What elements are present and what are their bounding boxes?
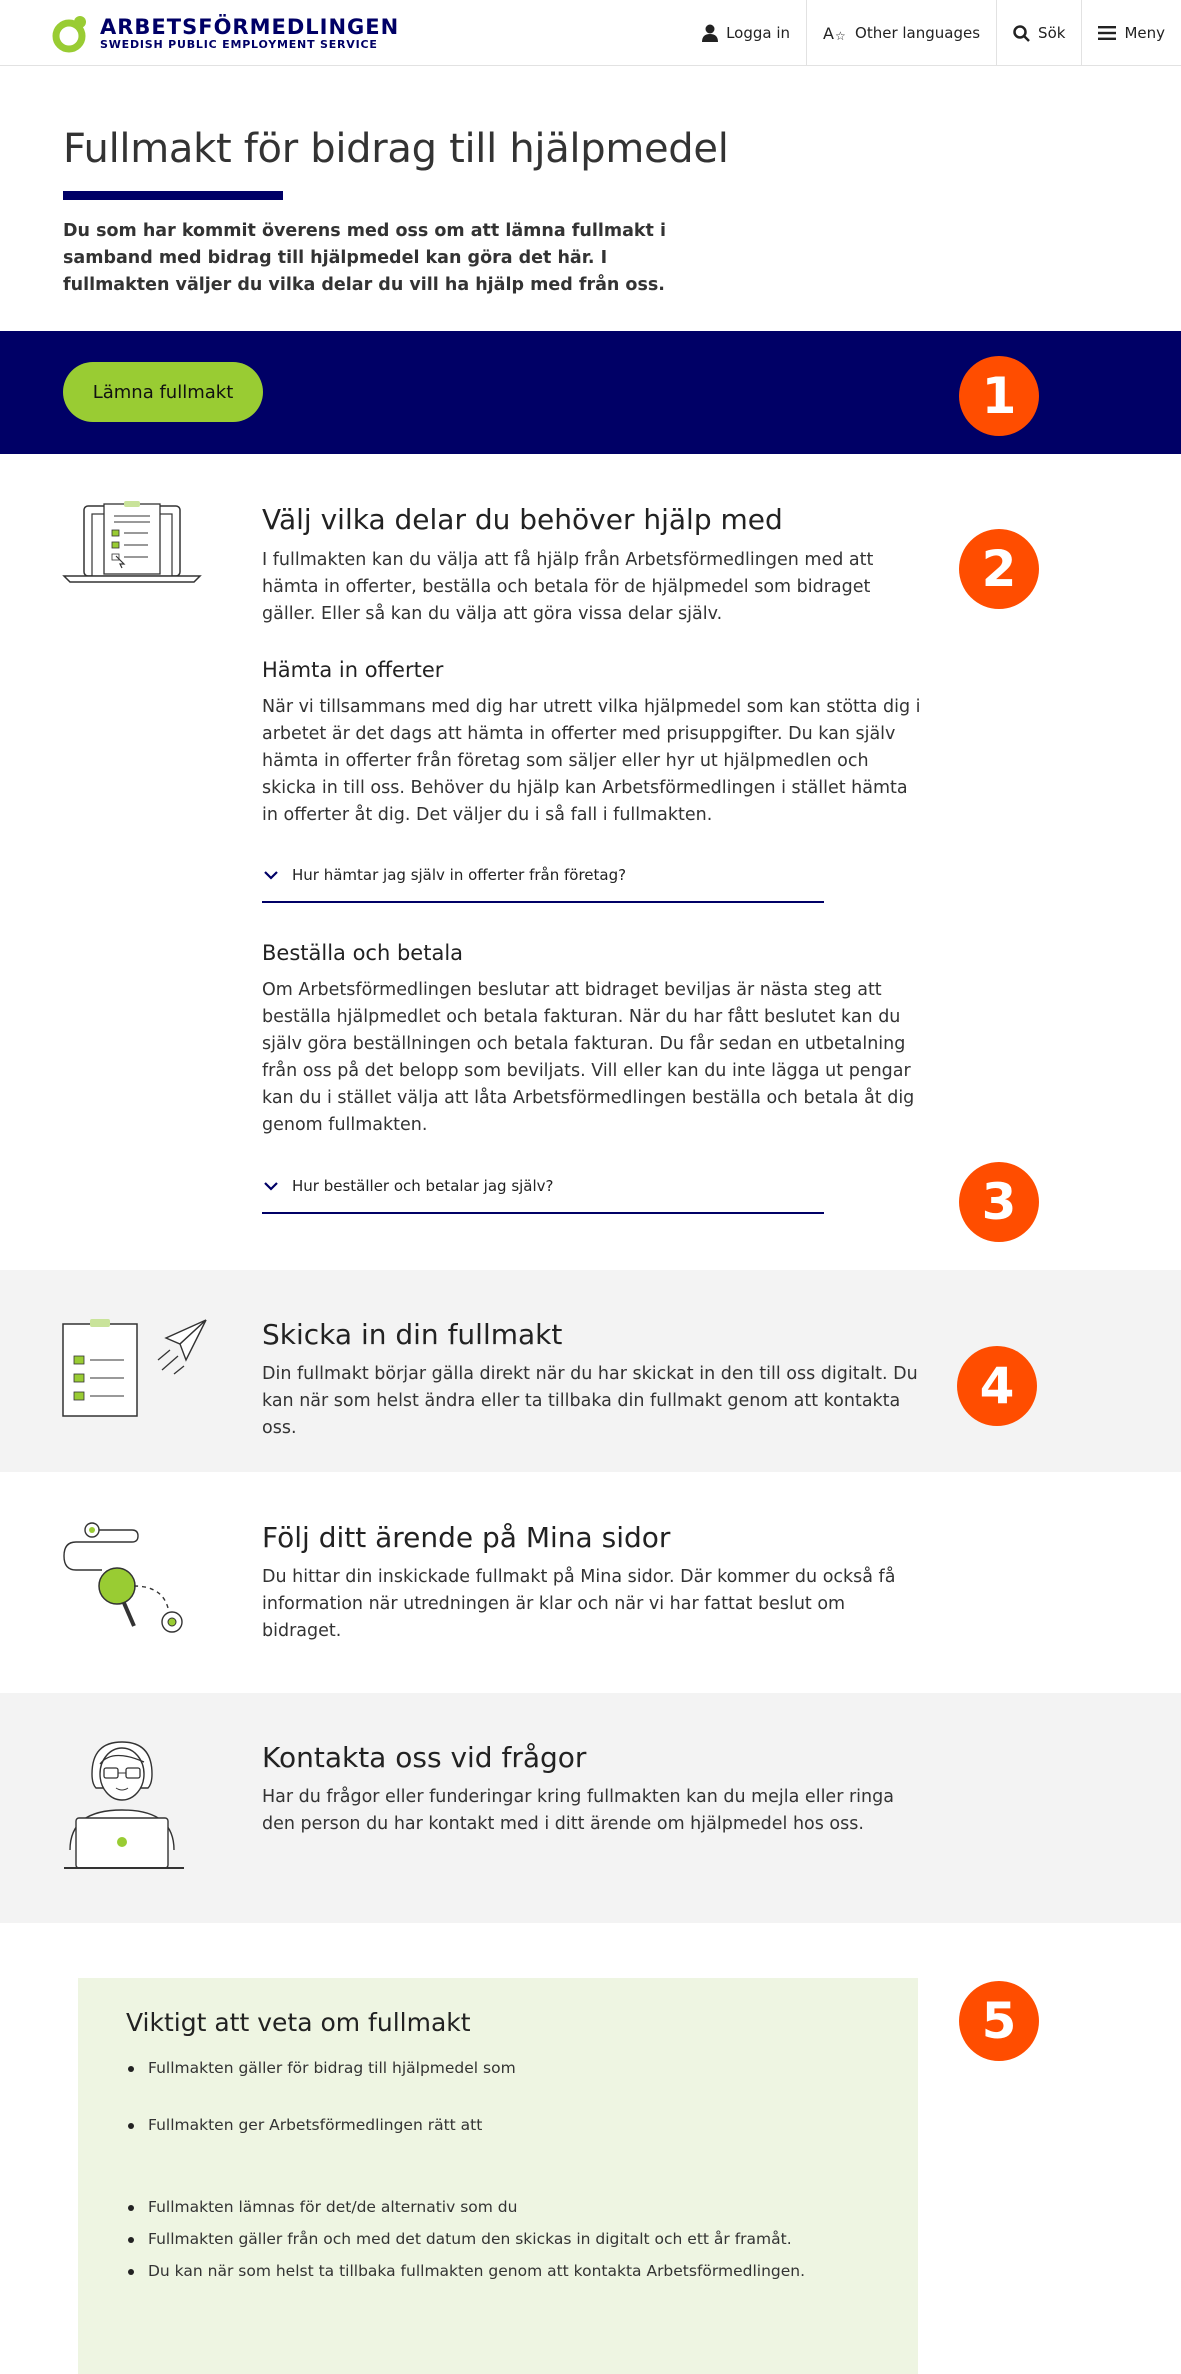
contact-text: Har du frågor eller funderingar kring fullmakten kan du mejla eller ringa den person du har kontakt med i ditt ärende om hjälpmedel hos oss. — [262, 1787, 894, 1834]
submit-proxy-button[interactable]: Lämna fullmakt — [63, 362, 263, 422]
order-accordion[interactable] — [262, 1160, 824, 1214]
order-title: Beställa och betala — [262, 941, 464, 965]
important-info-box — [78, 1978, 918, 2374]
step-badge-4: 4 — [957, 1346, 1037, 1426]
menu-label: Meny — [1124, 24, 1165, 42]
follow-title: Följ ditt ärende på Mina sidor — [262, 1521, 671, 1554]
person-laptop-icon — [62, 1738, 188, 1874]
send-text: Din fullmakt börjar gälla direkt när du har skickat in den till oss digitalt. Du kan när som helst ändra eller ta tillbaka din fullmakt genom att kontakta oss. — [262, 1364, 918, 1438]
top-nav — [686, 0, 1181, 66]
follow-text: Du hittar din inskickade fullmakt på Mina sidor. Där kommer du också få information när utredningen är klar och när vi har fattat beslut om bidraget. — [262, 1567, 896, 1641]
translate-icon — [823, 24, 847, 42]
offers-accordion-label: Hur hämtar jag själv in offerter från företag? — [292, 866, 627, 884]
logo-name: ARBETSFÖRMEDLINGEN — [100, 15, 400, 39]
form-send-icon — [62, 1316, 208, 1422]
svg-text:☆: ☆ — [835, 29, 846, 42]
step-badge-3: 3 — [959, 1162, 1039, 1242]
send-title: Skicka in din fullmakt — [262, 1318, 563, 1351]
info-list-item: Du kan när som helst ta tillbaka fullmakten genom att kontakta Arbetsförmedlingen. — [148, 2262, 806, 2280]
order-text: Om Arbetsförmedlingen beslutar att bidraget beviljas är nästa steg att beställa hjälpmedlet och betala fakturan. När du har fått beslutet kan du själv göra beställningen och betala fakturan. Du får sedan en utbetalning från oss på det belopp som beviljats. Vill eller kan du inte lägga ut pengar kan du i stället välja att låta Arbetsförmedlingen beställa och betala åt dig genom fullmakten. — [262, 980, 915, 1135]
info-list-item: Fullmakten gäller från och med det datum den skickas in digitalt och ett år framåt. — [148, 2230, 792, 2248]
contact-title: Kontakta oss vid frågor — [262, 1741, 587, 1774]
info-list-item: Fullmakten gäller för bidrag till hjälpmedel som — [148, 2059, 516, 2077]
user-icon — [702, 24, 718, 42]
logo[interactable] — [52, 14, 399, 54]
step-badge-5: 5 — [959, 1981, 1039, 2061]
intro-text: Du som har kommit överens med oss om att lämna fullmakt i samband med bidrag till hjälpmedel kan göra det här. I fullmakten väljer du vilka delar du vill ha hjälp med från oss. — [63, 221, 666, 295]
svg-text:A: A — [823, 24, 834, 42]
offers-title: Hämta in offerter — [262, 658, 444, 682]
page-title: Fullmakt för bidrag till hjälpmedel — [63, 126, 729, 172]
search-label: Sök — [1038, 24, 1066, 42]
search-icon — [1013, 25, 1030, 42]
chevron-down-icon — [264, 871, 278, 880]
choose-text: I fullmakten kan du välja att få hjälp från Arbetsförmedlingen med att hämta in offerter, beställa och betala för de hjälpmedel som bidraget gäller. Eller så kan du välja att göra vissa delar själv. — [262, 550, 874, 624]
menu-button[interactable] — [1081, 0, 1181, 66]
laptop-checklist-icon — [62, 500, 202, 590]
search-link[interactable] — [996, 0, 1081, 66]
menu-icon — [1098, 26, 1116, 40]
languages-link[interactable] — [806, 0, 996, 66]
info-list-item: Fullmakten ger Arbetsförmedlingen rätt att — [148, 2116, 483, 2134]
step-badge-1: 1 — [959, 356, 1039, 436]
logo-subtitle: SWEDISH PUBLIC EMPLOYMENT SERVICE — [100, 38, 378, 51]
login-link[interactable] — [686, 0, 806, 66]
login-label: Logga in — [726, 24, 791, 42]
offers-text: När vi tillsammans med dig har utrett vilka hjälpmedel som kan stötta dig i arbetet är det dags att hämta in offerter med prisuppgifter. Du kan själv hämta in offerter från företag som säljer eller hyr ut hjälpmedlen och skicka in till oss. Behöver du hjälp kan Arbetsförmedlingen i stället hämta in offerter åt dig. Det väljer du i så fall i fullmakten. — [262, 697, 921, 825]
step-badge-2: 2 — [959, 529, 1039, 609]
info-list-item: Fullmakten lämnas för det/de alternativ som du — [148, 2198, 518, 2216]
chevron-down-icon — [264, 1182, 278, 1191]
choose-title: Välj vilka delar du behöver hjälp med — [262, 503, 783, 536]
site-header — [0, 0, 1181, 66]
languages-label: Other languages — [855, 24, 981, 42]
info-title: Viktigt att veta om fullmakt — [126, 2008, 471, 2037]
order-accordion-label: Hur beställer och betalar jag själv? — [292, 1177, 554, 1195]
title-underline — [63, 191, 283, 200]
offers-accordion[interactable] — [262, 849, 824, 903]
logo-icon — [52, 14, 94, 54]
track-case-icon — [62, 1516, 188, 1642]
